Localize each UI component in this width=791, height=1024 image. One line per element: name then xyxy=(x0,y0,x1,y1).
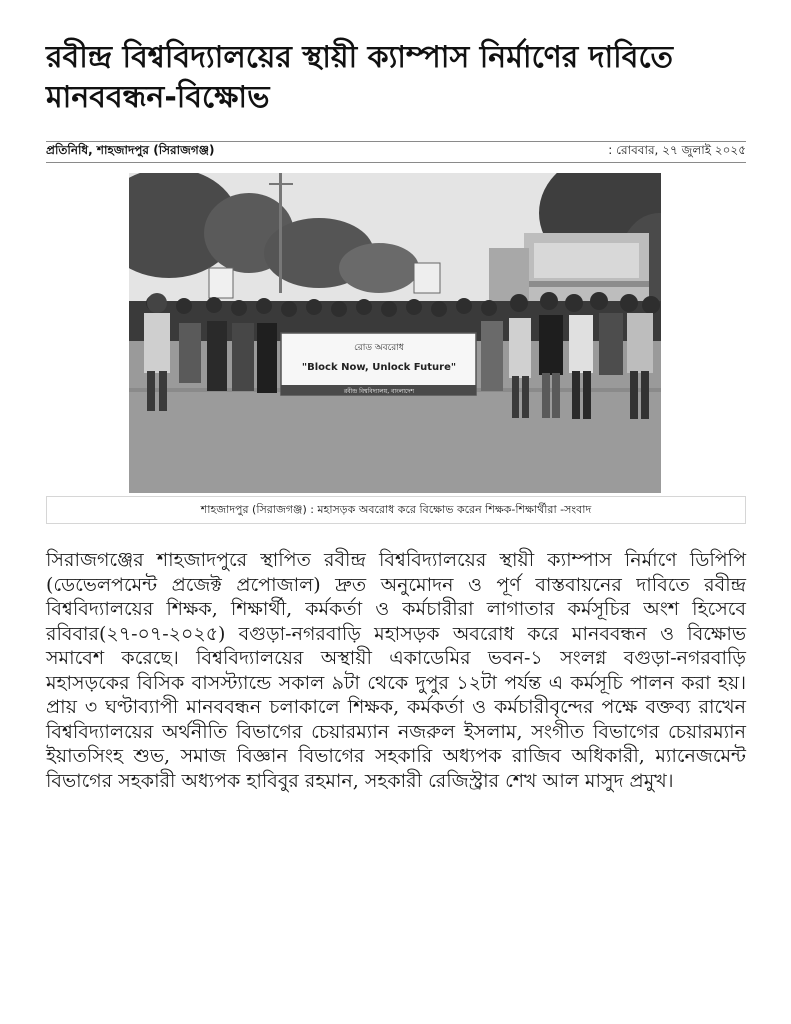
dateline: : রোববার, ২৭ জুলাই ২০২৫ xyxy=(608,143,746,157)
banner-footer: রবীন্দ্র বিশ্ববিদ্যালয়, বাংলাদেশ xyxy=(343,388,415,395)
byline: প্রতিনিধি, শাহজাদপুর (সিরাজগঞ্জ) xyxy=(46,143,215,157)
article-body: সিরাজগঞ্জের শাহজাদপুরে স্থাপিত রবীন্দ্র বিশ্ববিদ্যালয়ের স্থায়ী ক্যাম্পাস নির্মাণে ডিপিপি (ডেভেলপমেন্ট প্রজেক্ট প্রপোজাল) দ্রুত অনুমোদন ও পূর্ণ বাস্তবায়নের দাবিতে রবীন্দ্র বিশ্ববিদ্যালয়ের শিক্ষক, শিক্ষার্থী, কর্মকর্তা ও কর্মচারীরা লাগাতার কর্মসূচির অংশ হিসেবে রবিবার(২৭-০৭-২০২৫) বগুড়া-নগরবাড়ি মহাসড়ক অবরোধ করে মানববন্ধন ও বিক্ষোভ সমাবেশ করেছে। বিশ্ববিদ্যালয়ের অস্থায়ী একাডেমির ভবন-১ সংলগ্ন বগুড়া-নগরবাড়ি মহাসড়কের বিসিক বাসস্ট্যান্ডে সকাল ৯টা থেকে দুপুর ১২টা পর্যন্ত এ কর্মসূচি পালন করা হয়। প্রায় ৩ ঘণ্টাব্যাপী মানববন্ধন চলাকালে শিক্ষক, কর্মকর্তা ও কর্মচারীবৃন্দের পক্ষে বক্তব্য রাখেন বিশ্ববিদ্যালয়ের অর্থনীতি বিভাগের চেয়ারম্যান নজরুল ইসলাম, সংগীত বিভাগের চেয়ারম্যান ইয়াতসিংহ শুভ, সমাজ বিজ্ঞান বিভাগের সহকারি অধ্যপক রাজিব অধিকারী, ম্যানেজমেন্ট বিভাগের সহকারী অধ্যপক হাবিবুর রহমান, সহকারী রেজিস্ট্রার শেখ আল মাসুদ প্রমুখ। xyxy=(46,549,746,792)
article-headline: রবীন্দ্র বিশ্ববিদ্যালয়ের স্থায়ী ক্যাম্পাস নির্মাণের দাবিতে মানববন্ধন-বিক্ষোভ xyxy=(46,40,674,115)
photo-caption-box xyxy=(46,496,746,524)
banner-slogan: "Block Now, Unlock Future" xyxy=(301,362,457,373)
banner-heading: রোড অবরোধ xyxy=(354,343,404,353)
protest-banner xyxy=(281,333,476,395)
photo-caption: শাহজাদপুর (সিরাজগঞ্জ) : মহাসড়ক অবরোধ করে বিক্ষোভ করেন শিক্ষক-শিক্ষার্থীরা -সংবাদ xyxy=(200,502,592,516)
byline-bar xyxy=(46,141,746,163)
article-photo xyxy=(129,173,661,493)
photo-road xyxy=(129,388,661,493)
